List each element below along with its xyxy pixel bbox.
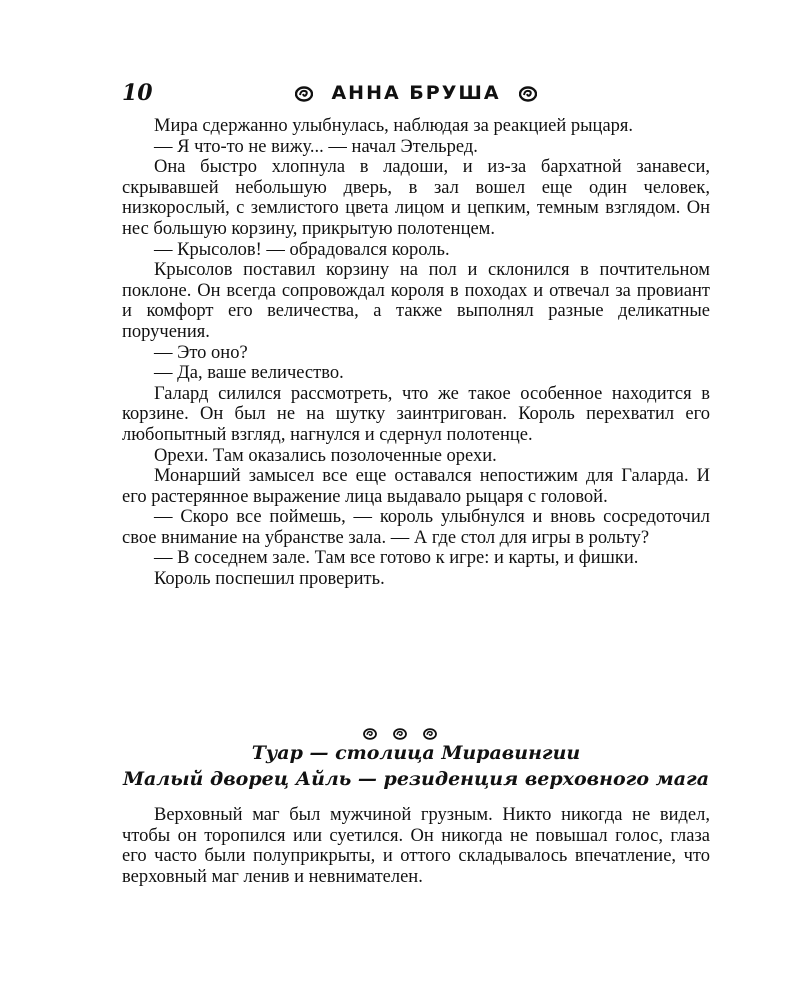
paragraph: Галард силился рассмотреть, что же такое особенное находится в корзине. Он был не на шутку заинтригован. Король перехватил его любопытный взгляд, нагнулся и сдернул полотенце. <box>122 383 710 445</box>
swirl-icon <box>295 86 313 102</box>
paragraph: Верховный маг был мужчиной грузным. Никто никогда не видел, чтобы он торопился или суетился. Он никогда не повышал голос, глаза его часто были полуприкрыты, и оттого складывалось впечатление, что верховный маг ленив и невнимателен. <box>122 805 710 887</box>
page-header <box>122 80 710 110</box>
author-name: АННА БРУША <box>331 82 501 104</box>
paragraph: Крысолов поставил корзину на пол и склонился в почтительном поклоне. Он всегда сопровождал короля в походах и отвечал за провиант и комфорт его величества, а также выполнял разные деликатные поручения. <box>122 260 710 342</box>
paragraph: Король поспешил проверить. <box>154 569 385 590</box>
swirl-icon <box>519 86 537 102</box>
paragraph: — Крысолов! — обрадовался король. <box>154 239 450 260</box>
paragraph: — В соседнем зале. Там все готово к игре: и карты, и фишки. <box>154 548 639 569</box>
paragraph: Орехи. Там оказались позолоченные орехи. <box>154 445 497 466</box>
swirl-icon <box>423 728 437 740</box>
section-heading <box>122 740 710 792</box>
paragraph: Монарший замысел все еще оставался непостижим для Галарда. И его растерянное выражение лица выдавало рыцаря с головой. <box>122 466 710 507</box>
main-text <box>122 805 710 887</box>
heading-line: Туар — столица Миравингии <box>251 742 581 764</box>
paragraph: — Я что-то не вижу... — начал Этельред. <box>154 136 478 157</box>
paragraph: Она быстро хлопнула в ладоши, и из-за бархатной занавеси, скрывавшей небольшую дверь, в зал вошел еще один человек, низкорослый, с землистого цвета лицом и цепким, темным взглядом. Он нес большую корзину, прикрытую полотенцем. <box>122 157 710 239</box>
paragraph: — Скоро все поймешь, — король улыбнулся и вновь сосредоточил свое внимание на убранстве зала. — А где стол для игры в рольту? <box>122 507 710 548</box>
paragraph: — Да, ваше величество. <box>154 363 344 384</box>
swirl-icon <box>363 728 377 740</box>
main-text <box>122 116 710 590</box>
paragraph: — Это оно? <box>154 342 248 363</box>
heading-line: Малый дворец Айль — резиденция верховного мага <box>122 768 710 790</box>
running-head <box>122 82 710 104</box>
paragraph: Мира сдержанно улыбнулась, наблюдая за реакцией рыцаря. <box>154 116 634 136</box>
page-number: 10 <box>122 80 153 106</box>
swirl-icon <box>393 728 407 740</box>
